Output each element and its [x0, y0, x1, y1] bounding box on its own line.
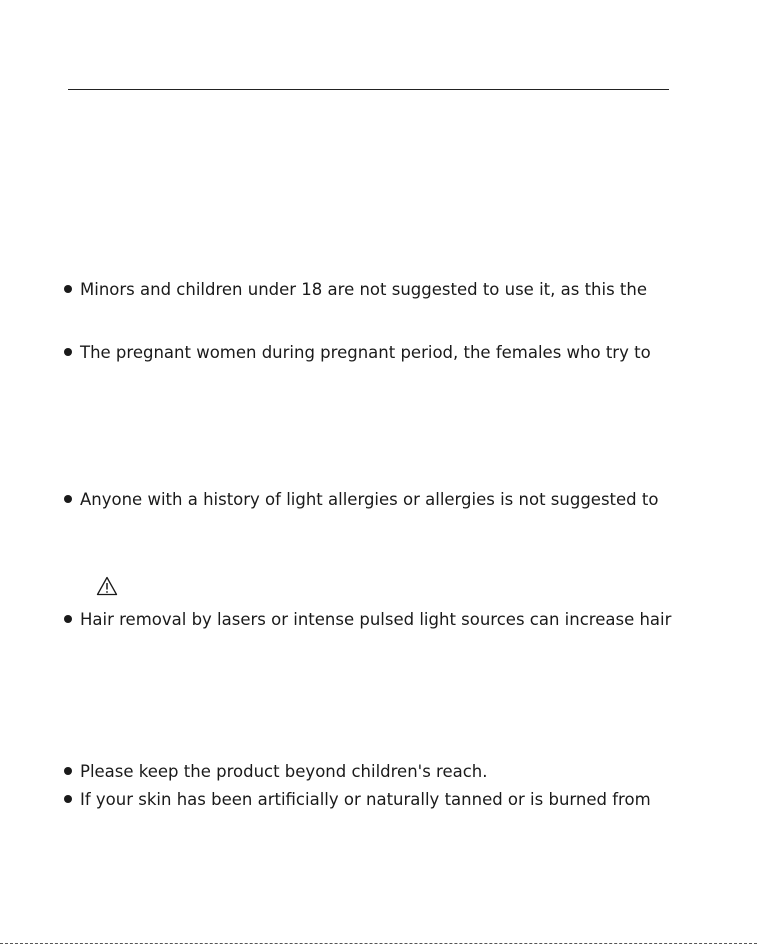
bullet-text: Minors and children under 18 are not suggested to use it, as this the — [80, 280, 648, 299]
footer-dashed-rule — [0, 943, 757, 944]
bullet-item-minors — [64, 279, 647, 301]
bullet-item-children-reach — [64, 761, 488, 783]
bullet-item-pregnant — [64, 342, 651, 364]
bullet-dot — [64, 285, 72, 293]
bullet-dot — [64, 348, 72, 356]
header-rule — [68, 89, 669, 90]
bullet-text: Please keep the product beyond children's reach. — [80, 762, 488, 781]
bullet-dot — [64, 795, 72, 803]
bullet-dot — [64, 495, 72, 503]
bullet-dot — [64, 767, 72, 775]
bullet-text: The pregnant women during pregnant period, the females who try to — [80, 343, 651, 362]
bullet-item-hair-removal — [64, 609, 671, 631]
bullet-dot — [64, 615, 72, 623]
bullet-text: If your skin has been artificially or naturally tanned or is burned from — [80, 790, 651, 809]
bullet-item-tanned-skin — [64, 789, 651, 811]
bullet-item-allergies — [64, 489, 658, 511]
warning-triangle-icon — [96, 576, 118, 596]
bullet-text: Hair removal by lasers or intense pulsed light sources can increase hair — [80, 610, 672, 629]
bullet-text: Anyone with a history of light allergies or allergies is not suggested to — [80, 490, 659, 509]
